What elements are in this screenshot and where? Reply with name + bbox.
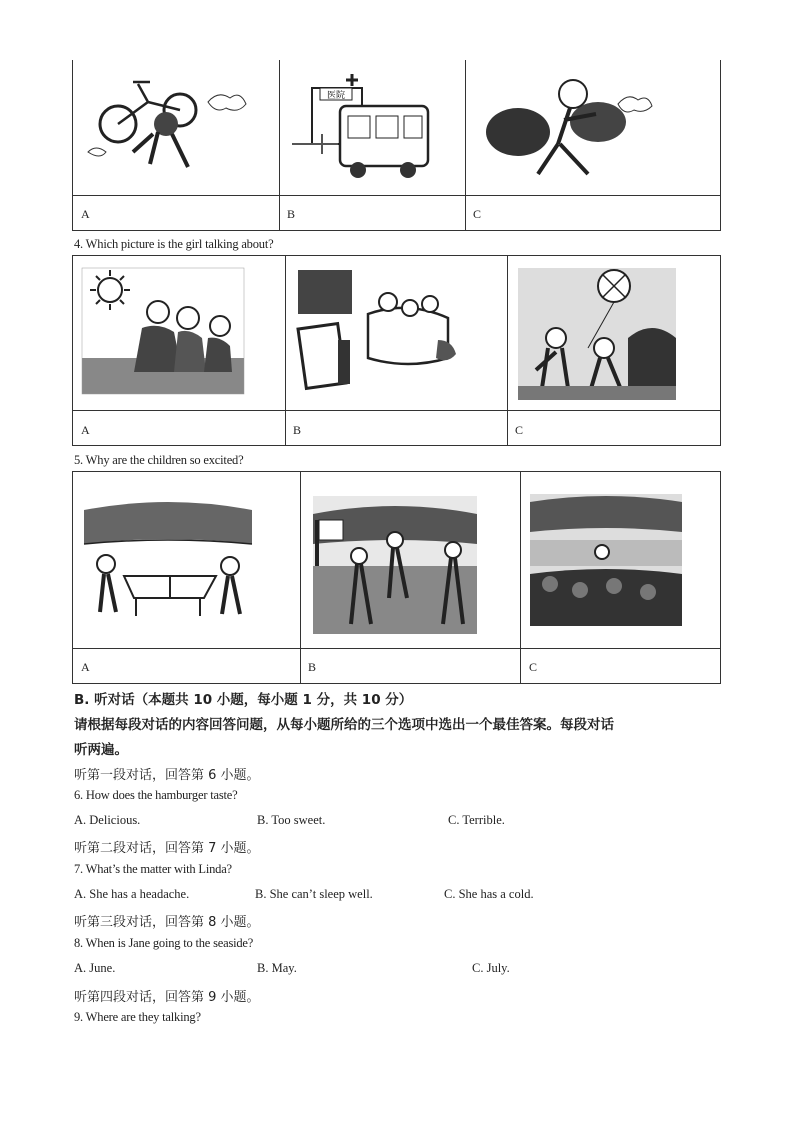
question-6-option-b[interactable]: B. Too sweet. xyxy=(257,813,326,827)
boy-falls-off-bicycle-picture xyxy=(88,72,248,182)
section-b-instruction-cont: 听两遍。 xyxy=(74,742,128,758)
svg-text:医院: 医院 xyxy=(326,91,346,101)
option-label-c: C xyxy=(529,660,538,674)
option-label-b: B xyxy=(287,207,296,221)
question-6-option-a[interactable]: A. Delicious. xyxy=(74,813,141,827)
family-picnic-in-sun-picture xyxy=(82,268,244,394)
section-b-instruction: 请根据每段对话的内容回答问题，从每小题所给的三个选项中选出一个最佳答案。每段对话 xyxy=(74,717,614,733)
question-7: 7. What’s the matter with Linda? xyxy=(74,862,232,876)
question-7-option-b[interactable]: B. She can’t sleep well. xyxy=(255,887,373,901)
ping-pong-match-picture xyxy=(84,500,252,626)
dialogue-4-prompt: 听第四段对话，回答第 9 小题。 xyxy=(74,990,260,1005)
question-4: 4. Which picture is the girl talking about? xyxy=(74,237,274,251)
boy-falls-off-motorbike-picture xyxy=(478,74,658,184)
children-flying-kite-picture xyxy=(518,268,676,400)
family-watching-tv-picture xyxy=(298,270,462,396)
dialogue-3-prompt: 听第三段对话，回答第 8 小题。 xyxy=(74,915,260,930)
question-6-option-c[interactable]: C. Terrible. xyxy=(448,813,505,827)
football-crowd-picture xyxy=(530,494,682,626)
option-label-a: A xyxy=(81,660,90,674)
option-label-a: A xyxy=(81,207,90,221)
section-b-title: B. 听对话（本题共 10 小题，每小题 1 分，共 10 分） xyxy=(74,692,413,708)
question-8-option-c[interactable]: C. July. xyxy=(472,961,510,975)
option-label-b: B xyxy=(308,660,317,674)
question-8-option-a[interactable]: A. June. xyxy=(74,961,116,975)
hospital-and-bus-picture xyxy=(292,74,432,184)
basketball-match-picture xyxy=(313,496,477,634)
dialogue-1-prompt: 听第一段对话，回答第 6 小题。 xyxy=(74,768,260,783)
question-6: 6. How does the hamburger taste? xyxy=(74,788,238,802)
question-9: 9. Where are they talking? xyxy=(74,1010,201,1024)
question-7-option-a[interactable]: A. She has a headache. xyxy=(74,887,190,901)
question-7-option-c[interactable]: C. She has a cold. xyxy=(444,887,534,901)
option-label-b: B xyxy=(293,423,302,437)
option-label-c: C xyxy=(515,423,524,437)
question-5: 5. Why are the children so excited? xyxy=(74,453,244,467)
option-label-a: A xyxy=(81,423,90,437)
option-label-c: C xyxy=(473,207,482,221)
question-8: 8. When is Jane going to the seaside? xyxy=(74,936,254,950)
question-8-option-b[interactable]: B. May. xyxy=(257,961,297,975)
dialogue-2-prompt: 听第二段对话，回答第 7 小题。 xyxy=(74,841,260,856)
